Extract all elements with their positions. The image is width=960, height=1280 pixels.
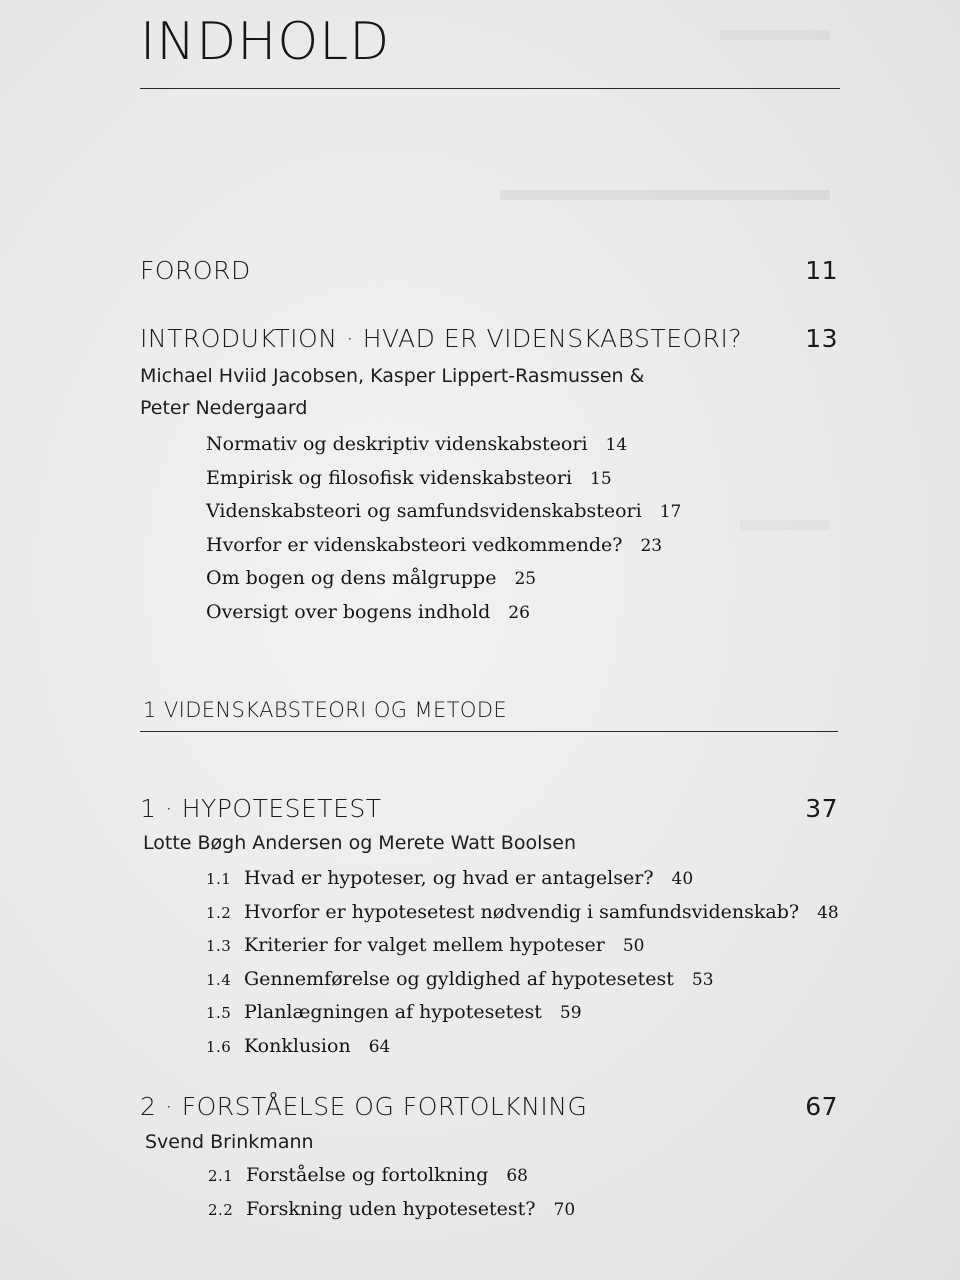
section-page: 50 bbox=[622, 936, 645, 956]
section-entry bbox=[206, 562, 681, 596]
section-page: 70 bbox=[553, 1199, 576, 1220]
show-through-mark bbox=[740, 520, 830, 530]
section-page: 15 bbox=[590, 468, 612, 489]
section-entry bbox=[208, 1159, 575, 1193]
chapter-authors bbox=[140, 360, 644, 424]
section-number: 1.5 bbox=[206, 1004, 232, 1022]
section-title: Forståelse og fortolkning bbox=[246, 1164, 489, 1186]
section-entry bbox=[206, 1030, 839, 1064]
section-number: 2.1 bbox=[208, 1167, 234, 1185]
section-title: Hvorfor er hypotesetest nødvendig i samfundsvidenskab? bbox=[244, 900, 800, 923]
section-title: Forskning uden hypotesetest? bbox=[246, 1197, 536, 1220]
section-entry bbox=[206, 428, 681, 462]
section-number: 1.3 bbox=[206, 937, 232, 955]
chapter-authors: Lotte Bøgh Andersen og Merete Watt Boolsen bbox=[143, 832, 576, 854]
section-page: 40 bbox=[671, 869, 694, 889]
section-title: Oversigt over bogens indhold bbox=[206, 600, 491, 623]
toc-entry-chapter-1 bbox=[140, 794, 838, 824]
section-title: Empirisk og filosofisk videnskabsteori bbox=[206, 466, 573, 489]
section-page: 68 bbox=[506, 1166, 528, 1186]
toc-entry-chapter-2 bbox=[140, 1092, 838, 1122]
section-page: 17 bbox=[659, 502, 682, 522]
show-through-mark bbox=[500, 190, 830, 200]
section-entry bbox=[206, 495, 681, 529]
page-number: 11 bbox=[805, 256, 838, 285]
section-entry bbox=[206, 529, 681, 563]
section-title: Planlægningen af hypotesetest bbox=[244, 1001, 542, 1023]
section-title: Om bogen og dens målgruppe bbox=[206, 567, 497, 589]
section-number: 1.1 bbox=[206, 870, 232, 888]
part-rule bbox=[140, 731, 838, 732]
section-title: Gennemførelse og gyldighed af hypotesetest bbox=[244, 967, 674, 990]
section-entry bbox=[206, 896, 839, 930]
page-title: INDHOLD bbox=[140, 12, 391, 72]
show-through-mark bbox=[720, 30, 830, 40]
section-page: 53 bbox=[691, 969, 714, 990]
section-list-chapter-2 bbox=[208, 1159, 575, 1226]
section-title: Hvad er hypoteser, og hvad er antagelser? bbox=[244, 867, 654, 889]
section-list-chapter-1 bbox=[206, 862, 839, 1063]
section-entry bbox=[206, 862, 839, 896]
section-page: 59 bbox=[559, 1003, 582, 1023]
section-title: Hvorfor er videnskabsteori vedkommende? bbox=[206, 533, 623, 556]
authors-line: Peter Nedergaard bbox=[140, 397, 308, 419]
toc-entry-introduction bbox=[140, 324, 838, 354]
section-page: 14 bbox=[605, 435, 628, 455]
section-entry bbox=[206, 462, 681, 496]
chapter-title: INTRODUKTION · HVAD ER VIDENSKABSTEORI? bbox=[140, 324, 743, 353]
section-title: Konklusion bbox=[244, 1034, 351, 1057]
chapter-title: FORORD bbox=[140, 256, 251, 285]
authors-line: Michael Hviid Jacobsen, Kasper Lippert-Rasmussen & bbox=[140, 365, 645, 387]
section-number: 2.2 bbox=[208, 1200, 234, 1219]
section-number: 1.6 bbox=[206, 1037, 232, 1056]
title-rule bbox=[140, 88, 840, 89]
section-entry bbox=[208, 1193, 575, 1227]
page-number: 37 bbox=[805, 794, 838, 823]
section-page: 25 bbox=[514, 569, 537, 589]
section-entry bbox=[206, 596, 681, 630]
section-title: Kriterier for valget mellem hypoteser bbox=[244, 934, 605, 956]
section-entry bbox=[206, 996, 839, 1030]
section-page: 64 bbox=[368, 1036, 391, 1057]
section-entry bbox=[206, 963, 839, 997]
section-title: Videnskabsteori og samfundsvidenskabsteori bbox=[206, 500, 642, 522]
section-list-introduction bbox=[206, 428, 681, 629]
part-title: 1 VIDENSKABSTEORI OG METODE bbox=[143, 698, 508, 722]
page-number: 13 bbox=[805, 324, 838, 353]
section-page: 48 bbox=[817, 902, 839, 923]
page-number: 67 bbox=[805, 1092, 838, 1121]
chapter-title: 1 · HYPOTESETEST bbox=[140, 794, 382, 823]
chapter-title: 2 · FORSTÅELSE OG FORTOLKNING bbox=[140, 1092, 588, 1121]
toc-entry-forord bbox=[140, 256, 838, 286]
section-page: 26 bbox=[508, 602, 530, 623]
section-number: 1.4 bbox=[206, 970, 232, 989]
section-entry bbox=[206, 929, 839, 963]
section-number: 1.2 bbox=[206, 903, 232, 922]
chapter-authors: Svend Brinkmann bbox=[145, 1131, 314, 1153]
section-title: Normativ og deskriptiv videnskabsteori bbox=[206, 433, 588, 455]
section-page: 23 bbox=[640, 535, 663, 556]
